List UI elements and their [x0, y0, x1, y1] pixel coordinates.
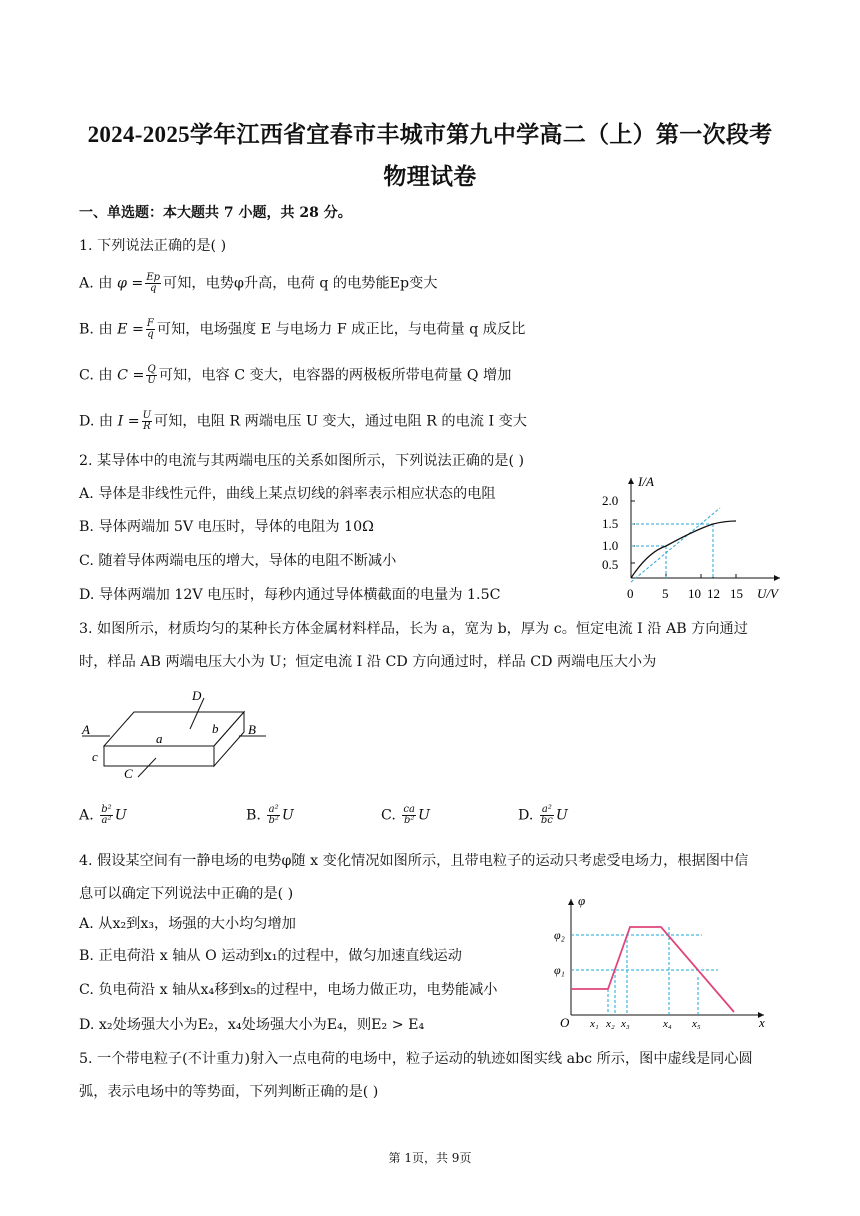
- x-tick-label: 5: [662, 586, 669, 601]
- x-tick-label: x₄: [663, 1018, 672, 1030]
- q3-stem-line2: 时，样品 AB 两端电压大小为 U；恒定电流 I 沿 CD 方向通过时，样品 CD 两端电压大小为: [79, 654, 657, 670]
- exam-title-line1: 2024-2025学年江西省宜春市丰城市第九中学高二（上）第一次段考: [87, 122, 773, 147]
- x-tick-label: x₁: [590, 1018, 599, 1030]
- x-tick-label: x₂: [606, 1018, 615, 1030]
- x-tick-label: 12: [707, 586, 720, 601]
- q4-stem-line1: 4. 假设某空间有一静电场的电势φ随 x 变化情况如图所示，且带电粒子的运动只考虑受电场力，根据图中信: [79, 853, 749, 869]
- fraction: $\frac{\text{a²}}{bc}$: [540, 804, 553, 826]
- q1-option-c: C. 由 C = $\frac{Q}{U}$ 可知，电容 C 变大，电容器的两极板所带电荷量 Q 增加: [79, 364, 512, 386]
- y-tick-label: 2.0: [602, 493, 619, 508]
- fraction: $\frac{Ep}{q}$: [146, 272, 161, 294]
- section-heading: 一、单选题：本大题共 7 小题，共 28 分。: [79, 205, 352, 221]
- fraction: $\frac{F}{q}$: [146, 318, 154, 340]
- q2-option-c: C. 随着导体两端电压的增大，导体的电阻不断减小: [79, 553, 397, 569]
- q1-option-a: A. 由 φ = $\frac{Ep}{q}$ 可知，电势φ升高，电荷 q 的电势能Ep变大: [79, 272, 438, 294]
- label-b-terminal: B: [248, 722, 256, 737]
- origin-label: 0: [627, 586, 634, 601]
- x-tick-label: 15: [730, 586, 743, 601]
- q1-option-b: B. 由 E = $\frac{F}{q}$ 可知，电场强度 E 与电场力 F 成正比，与电荷量 q 成反比: [79, 318, 526, 340]
- fraction: $\frac{Q}{U}$: [147, 364, 156, 386]
- q2-option-a: A. 导体是非线性元件，曲线上某点切线的斜率表示相应状态的电阻: [79, 486, 496, 502]
- q5-stem-line1: 5. 一个带电粒子(不计重力)射入一点电荷的电场中，粒子运动的轨迹如图实线 abc 所示，图中虚线是同心圆: [79, 1051, 753, 1067]
- q4-option-c: C. 负电荷沿 x 轴从x₄移到x₅的过程中，电场力做正功，电势能减小: [79, 982, 498, 998]
- q3-stem-line1: 3. 如图所示，材质均匀的某种长方体金属材料样品，长为 a，宽为 b，厚为 c。恒定电流 I 沿 AB 方向通过: [79, 621, 748, 637]
- q4-option-d: D. x₂处场强大小为E₂，x₄处场强大小为E₄，则E₂ > E₄: [79, 1017, 425, 1033]
- y-axis-label: φ: [578, 893, 586, 908]
- y-axis-label: I/A: [638, 474, 654, 489]
- fraction: $\frac{\text{a²}}{\text{b²}}$: [268, 804, 279, 826]
- origin-label: O: [560, 1015, 570, 1030]
- q2-option-d: D. 导体两端加 12V 电压时，每秒内通过导体横截面的电量为 1.5C: [79, 587, 501, 603]
- phi2-label: φ₂: [554, 928, 565, 942]
- phi-x-graph: [552, 893, 774, 1033]
- x-tick-label: x₃: [621, 1018, 630, 1030]
- q2-option-b: B. 导体两端加 5V 电压时，导体的电阻为 10Ω: [79, 519, 374, 535]
- y-tick-label: 1.5: [602, 516, 619, 531]
- x-tick-label: x₅: [692, 1018, 701, 1030]
- x-axis-label: x: [759, 1015, 765, 1030]
- q1-option-d: D. 由 I = $\frac{U}{R}$ 可知，电阻 R 两端电压 U 变大，通过电阻 R 的电流 I 变大: [79, 410, 527, 432]
- y-tick-label: 1.0: [602, 538, 619, 553]
- label-thickness: c: [92, 749, 98, 764]
- label-d-terminal: D: [192, 688, 202, 703]
- q3-option-d: D. $\frac{\text{a²}}{bc}$ U: [518, 804, 568, 826]
- q3-option-c: C. $\frac{ca}{\text{b²}}$ U: [381, 804, 430, 826]
- fraction: $\frac{\text{b²}}{\text{a²}}$: [101, 804, 112, 826]
- q4-option-a: A. 从x₂到x₃，场强的大小均匀增加: [79, 916, 296, 932]
- q4-stem-line2: 息可以确定下列说法中正确的是( ): [79, 886, 294, 902]
- x-tick-label: 10: [688, 586, 701, 601]
- fraction: $\frac{ca}{\text{b²}}$: [403, 804, 415, 826]
- fraction: $\frac{U}{R}$: [142, 410, 152, 432]
- q1-stem: 1. 下列说法正确的是( ): [79, 238, 227, 254]
- q5-stem-line2: 弧，表示电场中的等势面，下列判断正确的是( ): [79, 1084, 379, 1100]
- label-width: b: [212, 721, 219, 736]
- metal-block-figure: [80, 688, 270, 783]
- q3-option-b: B. $\frac{\text{a²}}{\text{b²}}$ U: [246, 804, 294, 826]
- label-a-terminal: A: [82, 722, 90, 737]
- phi1-label: φ₁: [554, 963, 565, 977]
- q4-option-b: B. 正电荷沿 x 轴从 O 运动到x₁的过程中，做匀加速直线运动: [79, 948, 462, 964]
- exam-title-line2: 物理试卷: [383, 164, 477, 189]
- q2-stem: 2. 某导体中的电流与其两端电压的关系如图所示，下列说法正确的是( ): [79, 453, 525, 469]
- label-length: a: [156, 731, 163, 746]
- x-axis-label: U/V: [757, 586, 778, 601]
- label-c-terminal: C: [124, 766, 133, 781]
- page-footer: 第 1页，共 9页: [388, 1151, 472, 1165]
- q3-option-a: A. $\frac{\text{b²}}{\text{a²}}$ U: [79, 804, 127, 826]
- y-tick-label: 0.5: [602, 557, 619, 572]
- iu-graph: [600, 470, 790, 605]
